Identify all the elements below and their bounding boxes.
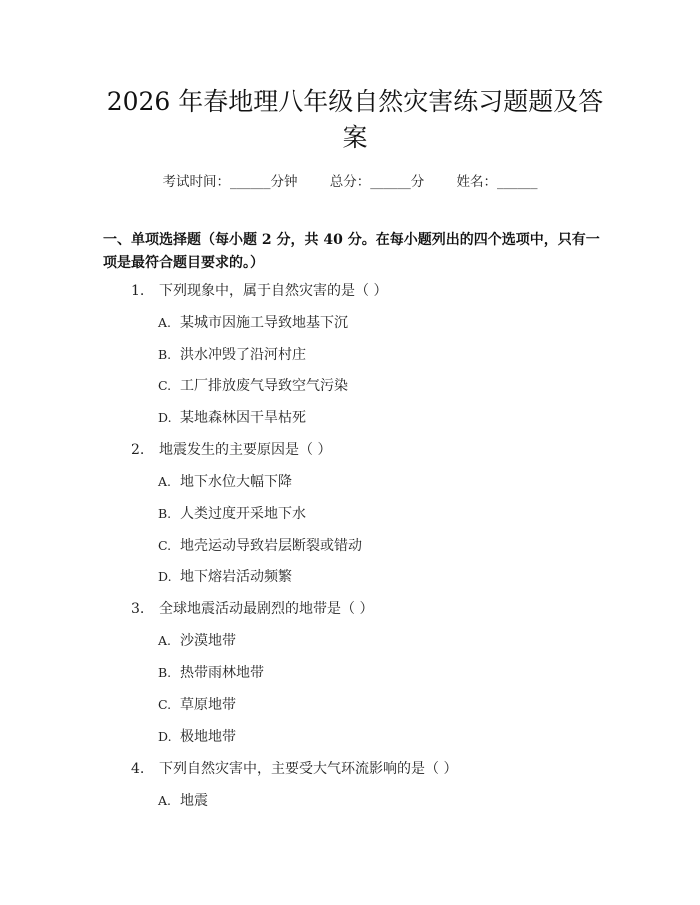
option-letter: A. xyxy=(158,315,172,330)
option-letter: A. xyxy=(158,793,172,808)
question-1-option-c xyxy=(158,377,348,395)
question-number: 3. xyxy=(131,601,145,617)
question-1-option-a xyxy=(158,314,348,332)
option-letter: C. xyxy=(158,378,172,393)
question-4-option-a xyxy=(158,792,208,810)
option-text: 热带雨林地带 xyxy=(180,665,264,681)
document-title: 2026 年春地理八年级自然灾害练习题题及答案 xyxy=(106,87,604,152)
option-text: 地壳运动导致岩层断裂或错动 xyxy=(180,538,362,554)
student-name-field: 姓名：______ xyxy=(456,174,538,190)
option-text: 草原地带 xyxy=(180,697,236,713)
question-number: 1. xyxy=(131,283,145,299)
option-text: 某城市因施工导致地基下沉 xyxy=(180,315,348,331)
question-3-option-d xyxy=(158,728,236,746)
option-text: 人类过度开采地下水 xyxy=(180,506,306,522)
question-3 xyxy=(131,600,373,618)
option-letter: A. xyxy=(158,474,172,489)
option-letter: C. xyxy=(158,697,172,712)
question-number: 4. xyxy=(131,761,145,777)
option-text: 某地森林因干旱枯死 xyxy=(180,410,306,426)
option-letter: D. xyxy=(158,410,172,425)
exam-time-field: 考试时间：______分钟 xyxy=(162,174,298,190)
question-2-option-a xyxy=(158,473,292,491)
option-letter: B. xyxy=(158,665,172,680)
option-letter: B. xyxy=(158,347,172,362)
section-heading: 一、单项选择题（每小题 2 分，共 40 分。在每小题列出的四个选项中，只有一项是最符合题目要求的。） xyxy=(103,232,600,271)
question-1 xyxy=(131,282,387,300)
question-text: 全球地震活动最剧烈的地带是（ ） xyxy=(159,601,374,617)
exam-meta-line xyxy=(0,170,700,190)
question-3-option-c xyxy=(158,696,236,714)
question-number: 2. xyxy=(131,442,145,458)
option-text: 地下熔岩活动频繁 xyxy=(180,569,292,585)
option-text: 沙漠地带 xyxy=(180,633,236,649)
option-text: 地下水位大幅下降 xyxy=(180,474,292,490)
option-text: 工厂排放废气导致空气污染 xyxy=(180,378,348,394)
question-3-option-a xyxy=(158,632,236,650)
question-1-option-b xyxy=(158,346,306,364)
option-text: 地震 xyxy=(180,793,208,809)
option-letter: A. xyxy=(158,633,172,648)
question-text: 下列现象中，属于自然灾害的是（ ） xyxy=(159,283,388,299)
option-text: 极地地带 xyxy=(180,729,236,745)
option-letter: D. xyxy=(158,569,172,584)
question-3-option-b xyxy=(158,664,264,682)
total-score-field: 总分：______分 xyxy=(329,174,425,190)
option-letter: D. xyxy=(158,729,172,744)
question-4 xyxy=(131,760,457,778)
option-text: 洪水冲毁了沿河村庄 xyxy=(180,347,306,363)
question-1-option-d xyxy=(158,409,306,427)
option-letter: B. xyxy=(158,506,172,521)
question-text: 下列自然灾害中，主要受大气环流影响的是（ ） xyxy=(159,761,458,777)
question-text: 地震发生的主要原因是（ ） xyxy=(159,442,332,458)
question-2-option-d xyxy=(158,568,292,586)
question-2 xyxy=(131,441,331,459)
option-letter: C. xyxy=(158,538,172,553)
question-2-option-b xyxy=(158,505,306,523)
question-2-option-c xyxy=(158,537,362,555)
